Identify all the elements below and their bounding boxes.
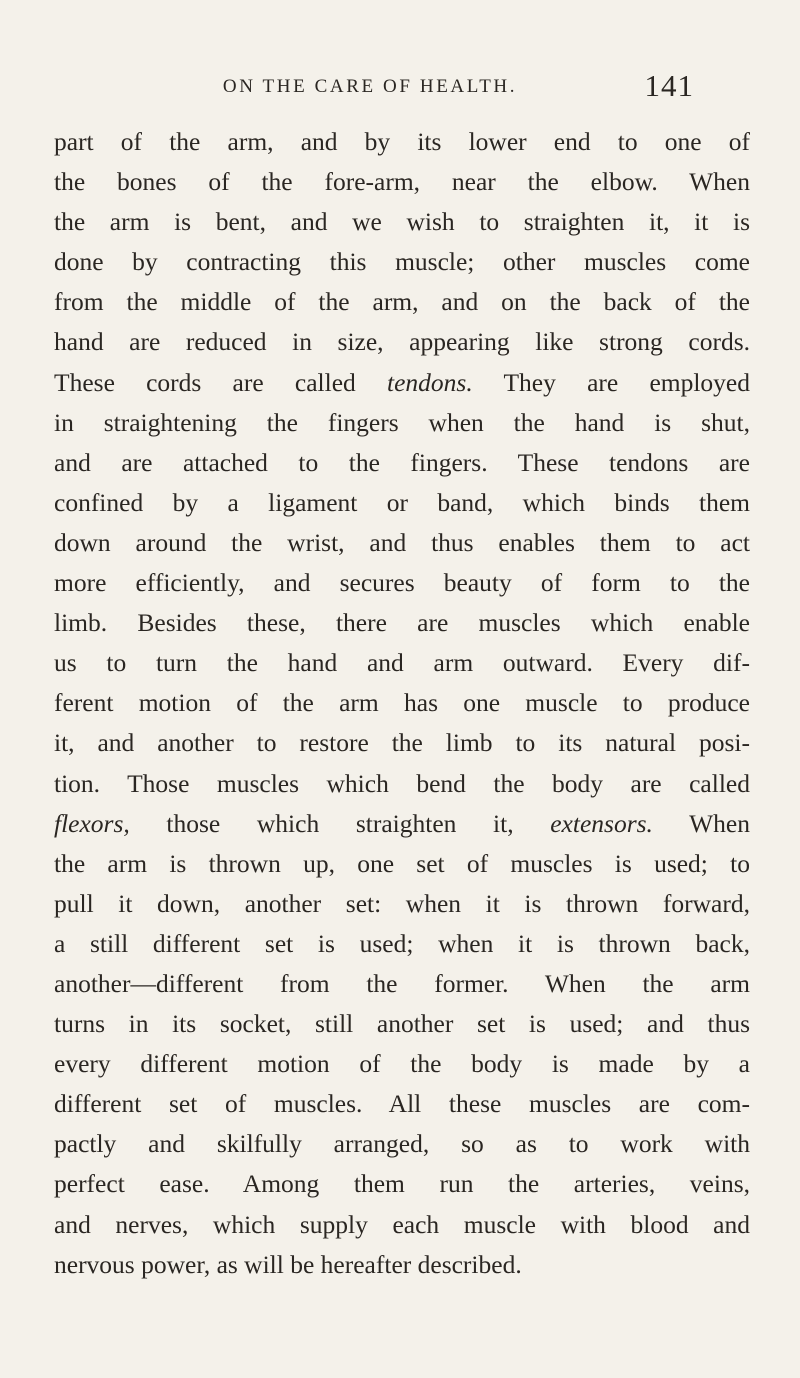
text-segment: the bones of the fore-arm, near the elbow. When [54, 167, 750, 197]
text-segment: in straightening the fingers when the hand is shut, [54, 407, 750, 437]
text-line [54, 403, 750, 443]
text-segment: us to turn the hand and arm outward. Every dif- [54, 648, 750, 678]
text-segment: They are employed [472, 367, 750, 397]
page-number: 141 [644, 68, 694, 103]
text-line [54, 443, 750, 483]
text-segment: These cords are called [54, 367, 388, 397]
text-segment: every different motion of the body is made by a [54, 1049, 750, 1079]
text-segment: confined by a ligament or band, which binds them [54, 487, 750, 517]
text-line [54, 804, 750, 844]
text-segment: down around the wrist, and thus enables them to act [54, 527, 750, 557]
text-line [54, 483, 750, 523]
text-segment: hand are reduced in size, appearing like strong cords. [54, 327, 750, 357]
text-line [54, 643, 750, 683]
text-segment: the arm is bent, and we wish to straighten it, it is [54, 207, 750, 237]
text-segment: the arm is thrown up, one set of muscles is used; to [54, 848, 750, 878]
text-line [54, 1245, 750, 1285]
text-line [54, 683, 750, 723]
text-line [54, 1044, 750, 1084]
text-segment: another—different from the former. When the arm [54, 968, 750, 998]
text-line [54, 282, 750, 322]
text-line [54, 964, 750, 1004]
text-line [54, 884, 750, 924]
text-line [54, 242, 750, 282]
text-segment: a still different set is used; when it is thrown back, [54, 928, 750, 958]
text-segment: ferent motion of the arm has one muscle to produce [54, 688, 750, 718]
text-segment: turns in its socket, still another set is used; and thus [54, 1009, 750, 1039]
text-line [54, 322, 750, 362]
text-segment: pactly and skilfully arranged, so as to work with [54, 1129, 750, 1159]
text-line [54, 603, 750, 643]
text-line [54, 1084, 750, 1124]
text-segment: When [652, 808, 750, 838]
text-segment: those which straighten it, [129, 808, 551, 838]
text-segment: and nerves, which supply each muscle with blood and [54, 1209, 750, 1239]
text-line [54, 723, 750, 763]
text-segment: limb. Besides these, there are muscles which enable [54, 608, 750, 638]
text-segment: part of the arm, and by its lower end to one of [54, 127, 750, 156]
text-segment: different set of muscles. All these muscles are com- [54, 1089, 750, 1119]
italic-term: tendons. [387, 367, 473, 397]
text-segment: from the middle of the arm, and on the back of the [54, 287, 750, 317]
text-line [54, 122, 750, 162]
text-line [54, 1164, 750, 1204]
text-segment: it, and another to restore the limb to its natural posi- [54, 728, 750, 758]
running-head: ON THE CARE OF HEALTH. [222, 76, 518, 97]
text-segment: perfect ease. Among them run the arteries, veins, [54, 1169, 750, 1199]
italic-term: extensors. [550, 808, 653, 838]
text-line [54, 1004, 750, 1044]
text-line [54, 523, 750, 563]
text-segment: pull it down, another set: when it is thrown forward, [54, 888, 750, 918]
text-line [54, 844, 750, 884]
text-segment: tion. Those muscles which bend the body are called [54, 768, 750, 798]
text-segment: and are attached to the fingers. These tendons are [54, 447, 750, 477]
text-line [54, 202, 750, 242]
text-segment: more efficiently, and secures beauty of form to the [54, 568, 750, 598]
text-line [54, 363, 750, 403]
text-line [54, 1205, 750, 1245]
text-segment: nervous power, as will be hereafter described. [54, 1249, 522, 1279]
italic-term: flexors, [54, 808, 130, 838]
text-line [54, 162, 750, 202]
text-line [54, 924, 750, 964]
text-line [54, 764, 750, 804]
text-line [54, 563, 750, 603]
text-line [54, 1124, 750, 1164]
text-segment: done by contracting this muscle; other muscles come [54, 247, 750, 277]
body-text [54, 122, 750, 1285]
